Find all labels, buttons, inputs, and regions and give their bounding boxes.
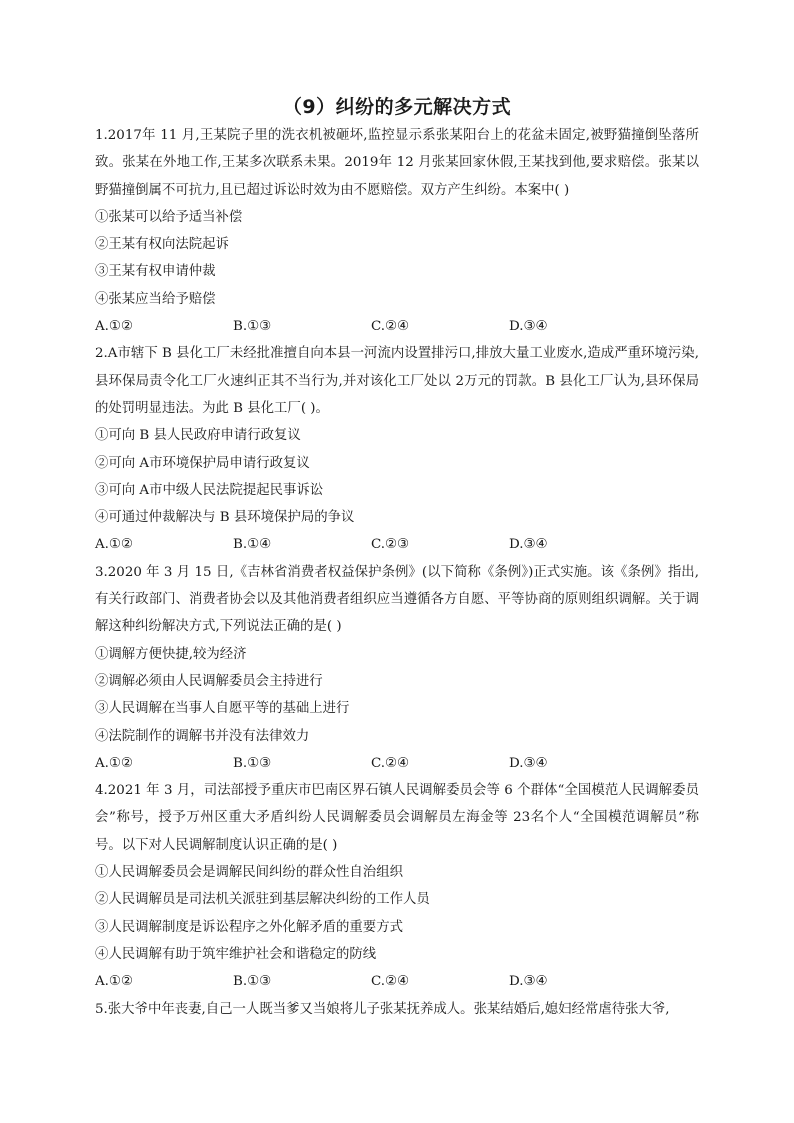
answer-choices [95, 968, 699, 995]
answer-choices [95, 313, 699, 340]
option-item: ①可向 B 县人民政府申请行政复议 [95, 428, 301, 444]
choice-a: A.①② [95, 537, 133, 553]
choice-a: A.①② [95, 319, 133, 335]
option-item: ③人民调解制度是诉讼程序之外化解矛盾的重要方式 [95, 919, 403, 935]
choice-c: C.②④ [371, 974, 410, 990]
question-5 [95, 996, 699, 1023]
option-item: ③可向 A市中级人民法院提起民事诉讼 [95, 482, 324, 498]
option-item: ①张某可以给予适当补偿 [95, 209, 243, 225]
choice-b: B.①④ [233, 537, 272, 553]
choice-a: A.①② [95, 755, 133, 771]
question-stem: 3.2020 年 3 月 15 日,《吉林省消费者权益保护条例》(以下简称《条例》)正式实施。该《条例》指出,有关行政部门、消费者协会以及其他消费者组织应当遵循各方自愿、平等协商的原则组织调解。关于调解这种纠纷解决方式,下列说法正确的是( ) [95, 564, 699, 635]
option-item: ④张某应当给予赔偿 [95, 291, 216, 307]
question-stem: 2.A市辖下 B 县化工厂未经批准擅自向本县一河流内设置排污口,排放大量工业废水,造成严重环境污染,县环保局责令化工厂火速纠正其不当行为,并对该化工厂处以 2万元的罚款。B 县化工厂认为,县环保局的处罚明显违法。为此 B 县化工厂( )。 [95, 346, 699, 416]
option-item: ②可向 A市环境保护局申请行政复议 [95, 455, 310, 471]
option-item: ④人民调解有助于筑牢维护社会和谐稳定的防线 [95, 946, 377, 962]
answer-choices [95, 531, 699, 558]
page-title: （9）纠纷的多元解决方式 [282, 96, 512, 118]
choice-c: C.②③ [371, 537, 410, 553]
option-item: ③人民调解在当事人自愿平等的基础上进行 [95, 701, 350, 717]
option-item: ②王某有权向法院起诉 [95, 237, 229, 253]
question-2 [95, 340, 699, 558]
choice-b: B.①③ [233, 974, 272, 990]
question-list [95, 122, 699, 1023]
choice-a: A.①② [95, 974, 133, 990]
option-item: ④法院制作的调解书并没有法律效力 [95, 728, 310, 744]
choice-b: B.①③ [233, 319, 272, 335]
answer-choices [95, 750, 699, 777]
question-stem: 4.2021 年 3 月，司法部授予重庆市巴南区界石镇人民调解委员会等 6 个群体“全国模范人民调解委员会”称号，授予万州区重大矛盾纠纷人民调解委员会调解员左海金等 23名个人“全国模范调解员”称号。以下对人民调解制度认识正确的是( ) [95, 783, 699, 853]
choice-b: B.①③ [233, 755, 272, 771]
question-4 [95, 777, 699, 995]
option-item: ③王某有权申请仲裁 [95, 264, 216, 280]
choice-c: C.②④ [371, 319, 410, 335]
question-1 [95, 122, 699, 340]
option-item: ①人民调解委员会是调解民间纠纷的群众性自治组织 [95, 865, 403, 881]
choice-c: C.②④ [371, 755, 410, 771]
option-item: ①调解方便快捷,较为经济 [95, 646, 247, 662]
option-item: ②人民调解员是司法机关派驻到基层解决纠纷的工作人员 [95, 892, 430, 908]
option-item: ②调解必须由人民调解委员会主持进行 [95, 673, 323, 689]
question-stem: 5.张大爷中年丧妻,自己一人既当爹又当娘将儿子张某抚养成人。张某结婚后,媳妇经常虐待张大爷, [95, 1001, 670, 1017]
choice-d: D.③④ [509, 974, 548, 990]
choice-d: D.③④ [509, 537, 548, 553]
option-item: ④可通过仲裁解决与 B 县环境保护局的争议 [95, 510, 355, 526]
choice-d: D.③④ [509, 319, 548, 335]
question-stem: 1.2017年 11 月,王某院子里的洗衣机被砸坏,监控显示系张某阳台上的花盆未固定,被野猫撞倒坠落所致。张某在外地工作,王某多次联系未果。2019年 12 月张某回家休假,王某找到他,要求赔偿。张某以野猫撞倒属不可抗力,且已超过诉讼时效为由不愿赔偿。双方产生纠纷。本案中( ) [95, 128, 699, 198]
choice-d: D.③④ [509, 755, 548, 771]
question-3 [95, 559, 699, 777]
